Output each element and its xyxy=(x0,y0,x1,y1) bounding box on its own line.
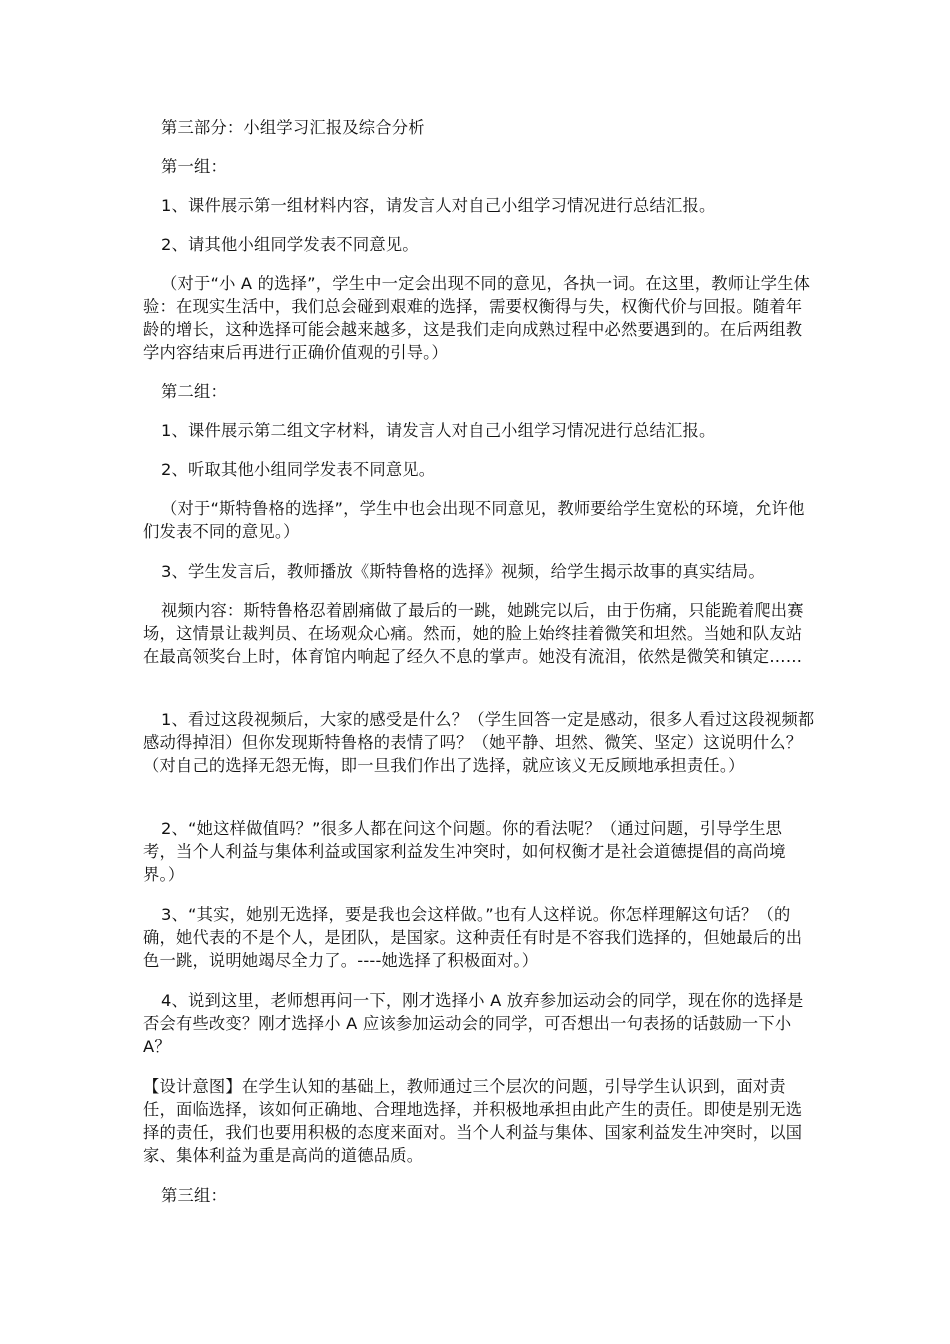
group1-item-1: 1、课件展示第一组材料内容，请发言人对自己小组学习情况进行总结汇报。 xyxy=(161,196,716,215)
group2-item-2: 2、听取其他小组同学发表不同意见。 xyxy=(161,460,436,479)
section-heading: 第三部分：小组学习汇报及综合分析 xyxy=(161,118,425,137)
group3-title: 第三组： xyxy=(161,1186,227,1205)
question-2: 2、“她这样做值吗？”很多人都在问这个问题。你的看法呢？（通过问题，引导学生思考，当个人利益与集体利益或国家利益发生冲突时，如何权衡才是社会道德提倡的高尚境界。） xyxy=(143,819,786,884)
design-intent: 【设计意图】在学生认知的基础上，教师通过三个层次的问题，引导学生认识到，面对责任，面临选择，该如何正确地、合理地选择，并积极地承担由此产生的责任。即使是别无选择的责任，我们也要用积极的态度来面对。当个人利益与集体、国家利益发生冲突时，以国家、集体利益为重是高尚的道德品质。 xyxy=(143,1077,803,1165)
question-3: 3、“其实，她别无选择，要是我也会这样做。”也有人这样说。你怎样理解这句话？（的确，她代表的不是个人，是团队，是国家。这种责任有时是不容我们选择的，但她最后的出色一跳，说明她竭尽全力了。----她选择了积极面对。） xyxy=(143,905,803,970)
group2-item-3: 3、学生发言后，教师播放《斯特鲁格的选择》视频，给学生揭示故事的真实结局。 xyxy=(161,562,765,581)
video-content: 视频内容：斯特鲁格忍着剧痛做了最后的一跳，她跳完以后，由于伤痛，只能跪着爬出赛场，这情景让裁判员、在场观众心痛。然而，她的脸上始终挂着微笑和坦然。当她和队友站在最高领奖台上时，体育馆内响起了经久不息的掌声。她没有流泪，依然是微笑和镇定…… xyxy=(143,601,804,666)
question-1: 1、看过这段视频后，大家的感受是什么？（学生回答一定是感动，很多人看过这段视频都感动得掉泪）但你发现斯特鲁格的表情了吗？（她平静、坦然、微笑、坚定）这说明什么？（对自己的选择无怨无悔，即一旦我们作出了选择，就应该义无反顾地承担责任。） xyxy=(143,710,815,775)
question-4: 4、说到这里，老师想再问一下，刚才选择小 A 放弃参加运动会的同学，现在你的选择是否会有些改变？刚才选择小 A 应该参加运动会的同学，可否想出一句表扬的话鼓励一下小 A？ xyxy=(143,991,804,1056)
group1-title: 第一组： xyxy=(161,157,227,176)
group2-note: （对于“斯特鲁格的选择”，学生中也会出现不同意见，教师要给学生宽松的环境，允许他们发表不同的意见。） xyxy=(143,499,805,541)
group2-title: 第二组： xyxy=(161,382,227,401)
group1-item-2: 2、请其他小组同学发表不同意见。 xyxy=(161,235,419,254)
group1-note: （对于“小 A 的选择”，学生中一定会出现不同的意见，各执一词。在这里，教师让学生体验：在现实生活中，我们总会碰到艰难的选择，需要权衡得与失，权衡代价与回报。随着年龄的增长，这种选择可能会越来越多，这是我们走向成熟过程中必然要遇到的。在后两组教学内容结束后再进行正确价值观的引导。） xyxy=(143,274,811,362)
group2-item-1: 1、课件展示第二组文字材料，请发言人对自己小组学习情况进行总结汇报。 xyxy=(161,421,716,440)
